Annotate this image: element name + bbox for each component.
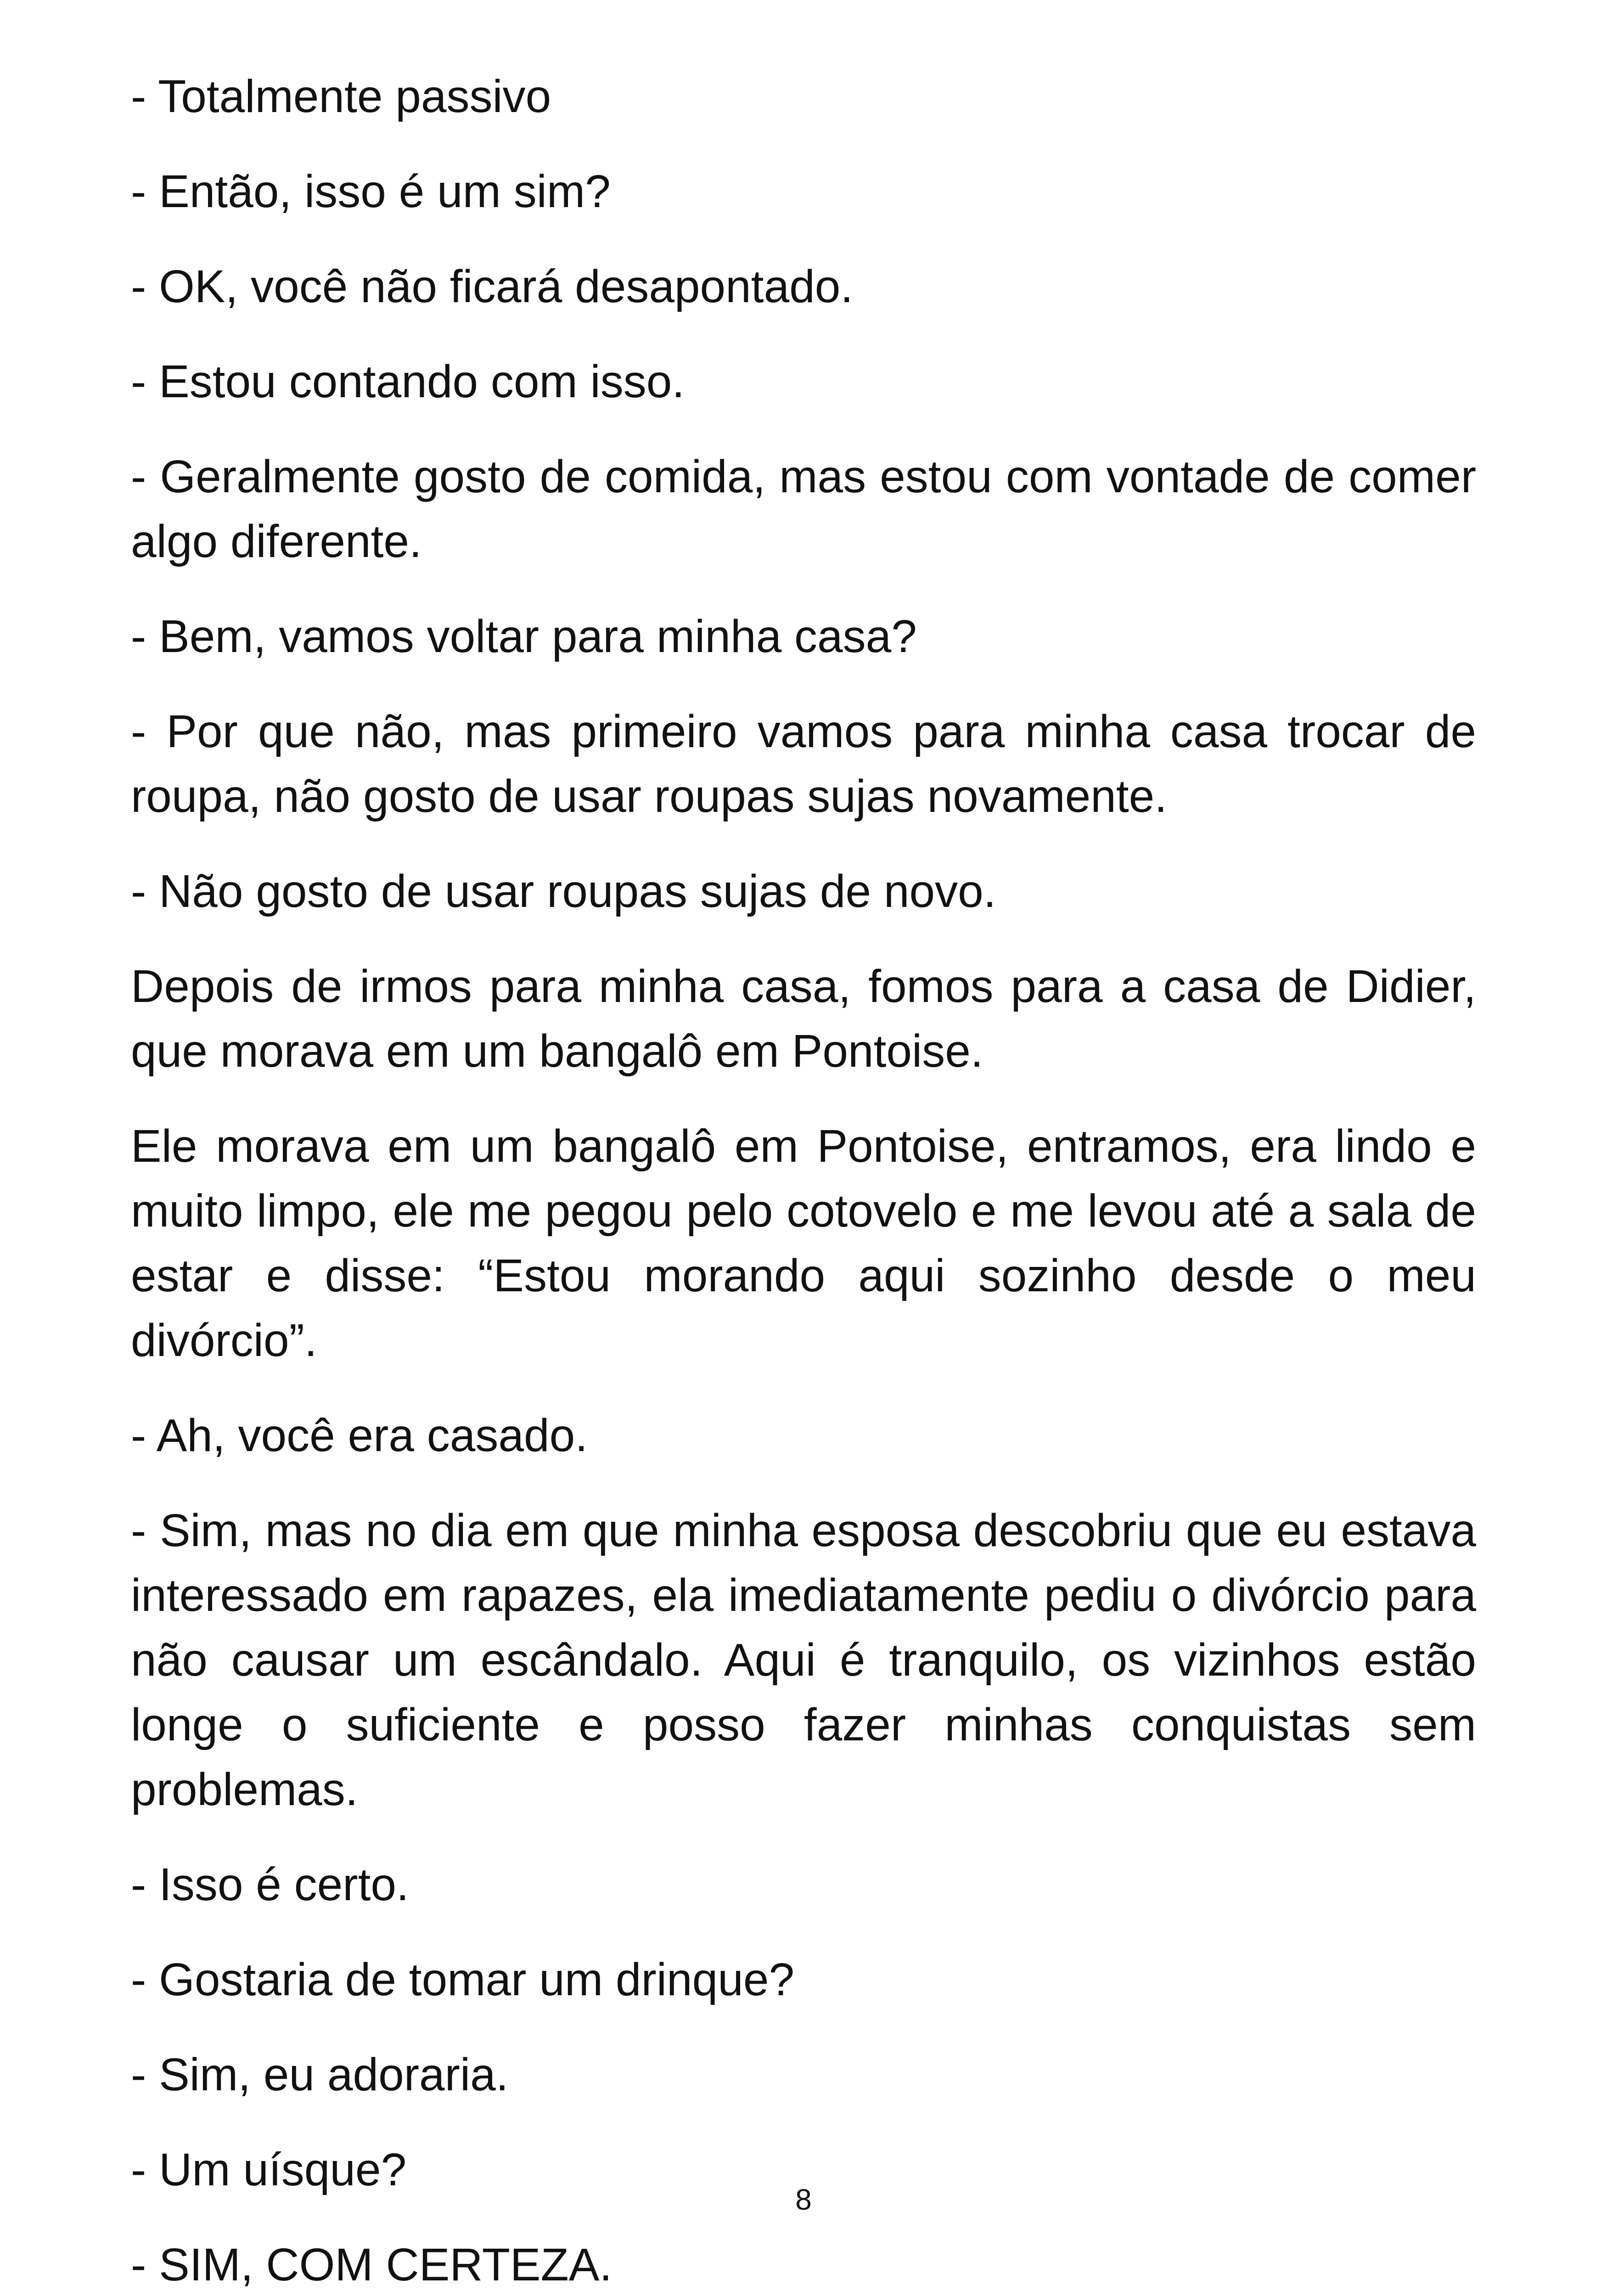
dialogue-line: - Ah, você era casado. xyxy=(131,1410,588,1461)
dialogue-line: - Então, isso é um sim? xyxy=(131,166,611,217)
dialogue-line: - Sim, mas no dia em que minha esposa descobriu que eu estava interessado em rapazes, ela imediatamente pediu o divórcio para não causar um escândalo. Aqui é tranquilo, os vizinhos estão longe o suficiente e posso fazer minhas conquistas sem problemas. xyxy=(131,1505,1476,1815)
dialogue-line: - Não gosto de usar roupas sujas de novo. xyxy=(131,866,996,917)
dialogue-line: - SIM, COM CERTEZA. xyxy=(131,2239,612,2290)
dialogue-line: - Gostaria de tomar um drinque? xyxy=(131,1954,795,2005)
dialogue-line: - Sim, eu adoraria. xyxy=(131,2049,509,2100)
body-text xyxy=(131,64,1476,2296)
narrative-paragraph: Ele morava em um bangalô em Pontoise, entramos, era lindo e muito limpo, ele me pegou pelo cotovelo e me levou até a sala de estar e disse: “Estou morando aqui sozinho desde o meu divórcio”. xyxy=(131,1120,1476,1366)
dialogue-line: - Totalmente passivo xyxy=(131,71,551,122)
dialogue-line: - Por que não, mas primeiro vamos para minha casa trocar de roupa, não gosto de usar roupas sujas novamente. xyxy=(131,706,1476,822)
dialogue-line: - OK, você não ficará desapontado. xyxy=(131,261,854,312)
page-number: 8 xyxy=(795,2183,812,2216)
dialogue-line: - Estou contando com isso. xyxy=(131,356,685,407)
narrative-paragraph: Depois de irmos para minha casa, fomos para a casa de Didier, que morava em um bangalô em Pontoise. xyxy=(131,961,1476,1077)
dialogue-line: - Isso é certo. xyxy=(131,1859,409,1910)
dialogue-line: - Geralmente gosto de comida, mas estou com vontade de comer algo diferente. xyxy=(131,451,1476,567)
dialogue-line: - Um uísque? xyxy=(131,2144,407,2195)
dialogue-line: - Bem, vamos voltar para minha casa? xyxy=(131,611,917,662)
